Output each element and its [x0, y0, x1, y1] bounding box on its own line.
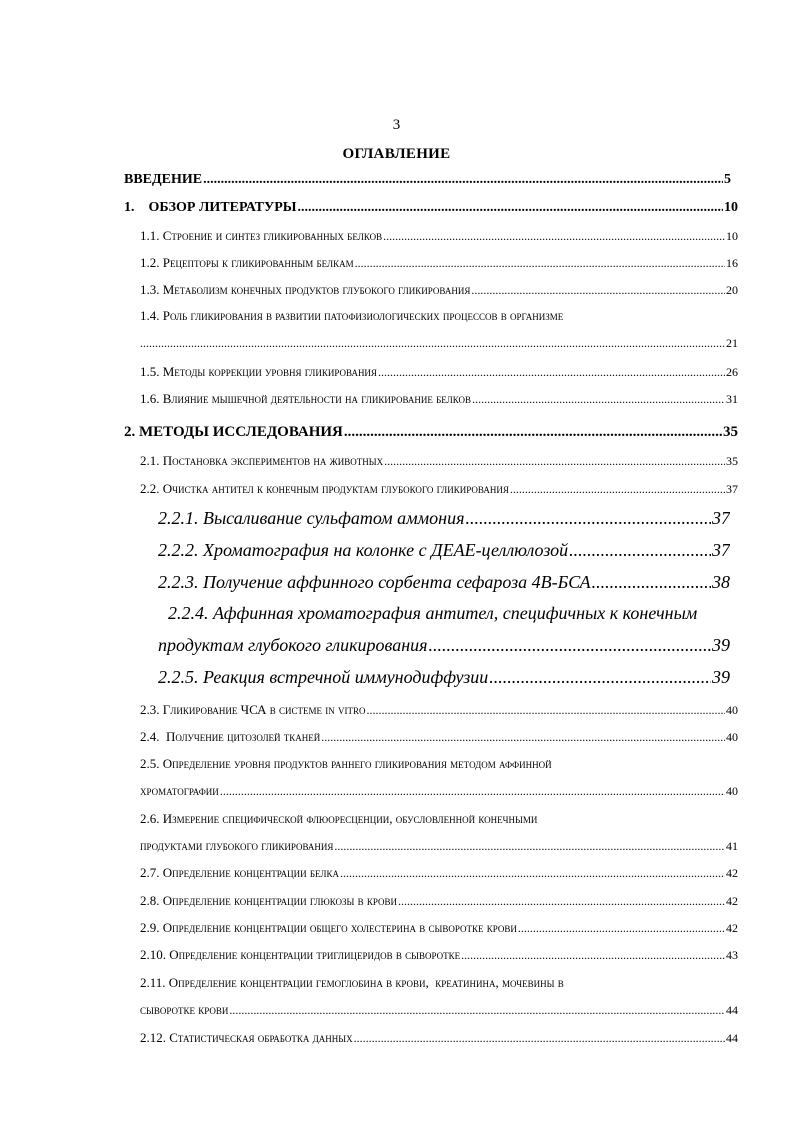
- toc-entry-page: 38: [712, 572, 730, 592]
- toc-entry-page: 40: [726, 730, 738, 744]
- toc-entry-label: 2.2.1. Высаливание сульфатом аммония: [158, 508, 465, 528]
- toc-entry-label: продуктам глубокого гликирования: [158, 635, 428, 655]
- toc-entry-label: 2.2.3. Получение аффинного сорбента сефароза 4В-БСА: [158, 572, 591, 592]
- toc-entry-2-2-4-line1[interactable]: 2.2.4. Аффинная хроматография антител, специфичных к конечным: [168, 603, 698, 623]
- toc-entry-label: 2.2.5. Реакция встречной иммунодиффузии: [158, 667, 489, 687]
- dot-leader: [383, 229, 725, 244]
- toc-entry-page: 44: [726, 1003, 738, 1017]
- toc-entry-page: 40: [726, 784, 738, 798]
- toc-entry-page: 39: [712, 667, 730, 687]
- toc-entry-2-11[interactable]: [140, 1002, 738, 1018]
- dot-leader: [429, 635, 711, 656]
- toc-entry-label: 2.7. Определение концентрации белка: [140, 865, 340, 880]
- toc-entry-2-10[interactable]: [140, 947, 738, 963]
- toc-entry-2-9[interactable]: [140, 920, 738, 936]
- toc-entry-label: продуктами глубокого гликирования: [140, 838, 334, 853]
- toc-entry-page: 31: [726, 392, 738, 406]
- toc-entry-page: 37: [712, 540, 730, 560]
- toc-entry-label: 2.8. Определение концентрации глюкозы в крови: [140, 893, 398, 908]
- dot-leader: [461, 948, 725, 963]
- dot-leader: [569, 540, 711, 561]
- toc-entry-page: 42: [726, 866, 738, 880]
- toc-entry-page: 35: [723, 424, 738, 440]
- dot-leader: [398, 894, 725, 909]
- dot-leader: [140, 336, 725, 351]
- toc-entry-label: 1.3. Метаболизм конечных продуктов глубокого гликирования: [140, 282, 471, 297]
- dot-leader: [518, 921, 725, 936]
- toc-entry-label: 2.12. Статистическая обработка данных: [140, 1030, 353, 1045]
- dot-leader: [334, 839, 725, 854]
- toc-entry-2-5[interactable]: [140, 783, 738, 799]
- toc-entry-page: 16: [726, 256, 738, 270]
- toc-entry-2-2-3[interactable]: [158, 572, 730, 593]
- toc-entry-page: 35: [726, 454, 738, 468]
- toc-entry-1-2[interactable]: [140, 255, 738, 271]
- dot-leader: [321, 730, 725, 745]
- dot-leader: [354, 1031, 725, 1046]
- toc-entry-label: 2.9. Определение концентрации общего холестерина в сыворотке крови: [140, 920, 517, 935]
- dot-leader: [298, 200, 723, 216]
- toc-entry-2-3[interactable]: [140, 702, 738, 718]
- toc-entry-label: 2.1. Постановка экспериментов на животных: [140, 453, 384, 468]
- toc-entry-chapter-1[interactable]: [124, 200, 738, 216]
- dot-leader: [220, 784, 725, 799]
- toc-entry-page: 10: [724, 200, 738, 215]
- toc-entry-2-5-line1[interactable]: 2.5. Определение уровня продуктов раннего гликирования методом аффинной: [140, 756, 552, 771]
- toc-entry-2-2-2[interactable]: [158, 540, 730, 561]
- toc-entry-1-1[interactable]: [140, 228, 738, 244]
- toc-entry-label: сыворотке крови: [140, 1002, 229, 1017]
- toc-entry-label: 1.1. Строение и синтез гликированных белков: [140, 228, 383, 243]
- toc-entry-page: 20: [726, 283, 738, 297]
- toc-entry-page: 41: [726, 839, 738, 853]
- toc-entry-2-2-1[interactable]: [158, 508, 730, 529]
- toc-entry-1-6[interactable]: [140, 391, 738, 407]
- toc-entry-2-2-4[interactable]: [158, 635, 730, 656]
- dot-leader: [229, 1003, 725, 1018]
- toc-entry-page: 37: [726, 482, 738, 496]
- toc-entry-2-8[interactable]: [140, 893, 738, 909]
- toc-entry-label: 2.10. Определение концентрации триглицеридов в сыворотке: [140, 947, 461, 962]
- toc-entry-label: 2.3. Гликирование ЧСА в системе in vitro: [140, 702, 366, 717]
- toc-entry-page: 44: [726, 1031, 738, 1045]
- dot-leader: [378, 365, 725, 380]
- toc-entry-page: 5: [724, 172, 731, 187]
- dot-leader: [489, 667, 711, 688]
- toc-entry-2-2-5[interactable]: [158, 667, 730, 688]
- toc-entry-label: 1.6. Влияние мышечной деятельности на гликирование белков: [140, 391, 472, 406]
- toc-entry-page: 10: [726, 229, 738, 243]
- toc-entry-page: 43: [726, 948, 738, 962]
- toc-entry-1-5[interactable]: [140, 364, 738, 380]
- toc-entry-label: 2. МЕТОДЫ ИССЛЕДОВАНИЯ: [124, 424, 343, 440]
- toc-entry-2-2[interactable]: [140, 481, 738, 497]
- toc-entry-page: 37: [712, 508, 730, 528]
- toc-entry-2-4[interactable]: [140, 729, 738, 745]
- toc-title: ОГЛАВЛЕНИЕ: [342, 146, 451, 162]
- toc-entry-2-6-line1[interactable]: 2.6. Измерение специфической флюоресценции, обусловленной конечными: [140, 811, 538, 826]
- dot-leader: [471, 283, 725, 298]
- toc-entry-label: 1.5. Методы коррекции уровня гликирования: [140, 364, 377, 379]
- toc-entry-page: 42: [726, 894, 738, 908]
- toc-entry-label: 1. ОБЗОР ЛИТЕРАТУРЫ: [124, 200, 297, 215]
- toc-entry-label: хроматографии: [140, 783, 219, 798]
- toc-entry-page: 21: [726, 336, 738, 350]
- toc-entry-introduction[interactable]: [124, 172, 731, 188]
- dot-leader: [465, 508, 711, 529]
- toc-entry-2-7[interactable]: [140, 865, 738, 881]
- dot-leader: [203, 172, 723, 188]
- toc-entry-page: 39: [712, 635, 730, 655]
- dot-leader: [340, 866, 725, 881]
- dot-leader: [344, 424, 722, 441]
- toc-entry-2-12[interactable]: [140, 1030, 738, 1046]
- toc-entry-page: 40: [726, 703, 738, 717]
- toc-entry-1-3[interactable]: [140, 282, 738, 298]
- toc-entry-2-11-line1[interactable]: 2.11. Определение концентрации гемоглобина в крови, креатинина, мочевины в: [140, 975, 564, 990]
- toc-entry-1-4[interactable]: [140, 336, 738, 351]
- toc-entry-label: 2.2.2. Хроматография на колонке с ДЕАЕ-целлюлозой: [158, 540, 569, 560]
- toc-entry-chapter-2[interactable]: [124, 424, 738, 441]
- dot-leader: [472, 392, 725, 407]
- dot-leader: [384, 454, 725, 469]
- dot-leader: [592, 572, 711, 593]
- toc-entry-label: ВВЕДЕНИЕ: [124, 172, 203, 187]
- toc-entry-2-6[interactable]: [140, 838, 738, 854]
- toc-entry-label: 1.2. Рецепторы к гликированным белкам: [140, 255, 354, 270]
- toc-entry-page: 42: [726, 921, 738, 935]
- toc-entry-2-1[interactable]: [140, 453, 738, 469]
- toc-entry-page: 26: [726, 365, 738, 379]
- dot-leader: [355, 256, 725, 271]
- page-number: 3: [392, 117, 401, 133]
- toc-entry-label: 2.4. Получение цитозолей тканей: [140, 729, 321, 744]
- dot-leader: [367, 703, 725, 718]
- toc-entry-label: 2.2. Очистка антител к конечным продуктам глубокого гликирования: [140, 481, 509, 496]
- toc-entry-1-4-line1[interactable]: 1.4. Роль гликирования в развитии патофизиологических процессов в организме: [140, 308, 564, 323]
- dot-leader: [510, 482, 725, 497]
